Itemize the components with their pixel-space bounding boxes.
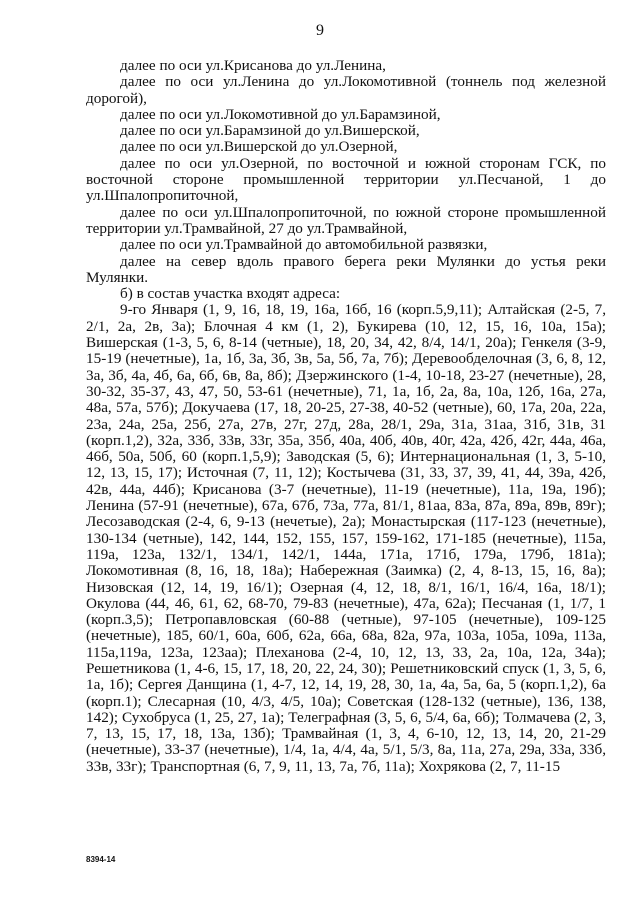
- boundary-paragraph: далее по оси ул.Крисанова до ул.Ленина,: [120, 57, 386, 74]
- boundary-paragraph: далее на север вдоль правого берега реки Мулянки до устья реки Мулянки.: [86, 252, 606, 286]
- document-body: [86, 58, 606, 775]
- boundary-paragraph: далее по оси ул.Ленина до ул.Локомотивной (тоннель под железной дорогой),: [86, 73, 606, 107]
- boundary-paragraph: далее по оси ул.Шпалопропиточной, по южной стороне промышленной территории ул.Трамвайной, 27 до ул.Трамвайной,: [86, 203, 606, 237]
- address-list: 9-го Января (1, 9, 16, 18, 19, 16а, 16б, 16 (корп.5,9,11); Алтайская (2-5, 7, 2/1, 2а, 2в, 3а); Блочная 4 км (1, 2), Букирева (10, 12, 15, 16, 10а, 15а); Вишерская (1-3, 5, 6, 8-14 (четные), 18, 20, 34, 42, 8/4, 14/1, 20а); Генкеля (3-9, 15-19 (нечетные), 1а, 1б, 3а, 3б, 3в, 5а, 5б, 7а, 7б); Деревообделочная (3, 6, 8, 12, 3а, 3б, 4а, 4б, 6а, 6б, 6в, 8а, 8б); Дзержинского (1-4, 10-18, 23-27 (нечетные), 28, 30-32, 35-37, 43, 47, 50, 53-61 (нечетные), 71, 1а, 1б, 2а, 8а, 10а, 12б, 16а, 27а, 48а, 57а, 57б); Докучаева (17, 18, 20-25, 27-38, 40-52 (четные), 60, 17а, 20а, 22а, 23а, 24а, 25а, 25б, 27а, 27в, 27г, 27д, 28а, 28/1, 29а, 31а, 31аа, 31б, 31в, 31 (корп.1,2), 32а, 33б, 33в, 33г, 35а, 35б, 40а, 40б, 40в, 40г, 42а, 42б, 42г, 44а, 46а, 46б, 50а, 50б, 60 (корп.1,5,9); Заводская (5, 6); Интернациональная (1, 3, 5-10, 12, 13, 15, 17); Источная (7, 11, 12); Костычева (31, 33, 37, 39, 41, 44, 39а, 42б, 42в, 44а, 44б); Крисанова (3-7 (нечетные), 11-19 (нечетные), 11а, 19а, 19б); Ленина (57-91 (нечетные), 67а, 67б, 73а, 77а, 81/1, 81аа, 83а, 87а, 89а, 89в, 89г); Лесозаводская (2-4, 6, 9-13 (нечетые), 2а); Монастырская (117-123 (нечетные), 130-134 (четные), 142, 144, 152, 155, 157, 159-162, 171-185 (нечетные), 115а, 119а, 123а, 132/1, 134/1, 142/1, 144а, 171а, 171б, 179а, 179б, 181а); Локомотивная (8, 16, 18, 18а); Набережная (Заимка) (2, 4, 8-13, 15, 16, 8а); Низовская (12, 14, 19, 16/1); Озерная (4, 12, 18, 8/1, 16/1, 16/4, 16а, 18/1); Окулова (44, 46, 61, 62, 68-70, 79-83 (нечетные), 47а, 62а); Песчаная (1, 1/7, 1 (корп.3,5); Петропавловская (60-88 (четные), 97-105 (нечетные), 109-125 (нечетные), 185, 60/1, 60а, 60б, 62а, 66а, 68а, 82а, 97а, 103а, 105а, 109а, 113а, 115а,119а, 123а, 123аа); Плеханова (2-4, 10, 12, 13, 33, 2а, 10а, 12а, 34а); Решетникова (1, 4-6, 15, 17, 18, 20, 22, 24, 30); Решетниковский спуск (1, 3, 5, 6, 1а, 1б); Сергея Данщина (1, 4-7, 12, 14, 19, 28, 30, 1а, 4а, 5а, 6а, 5 (корп.1,2), 6а (корп.1); Слесарная (10, 4/3, 4/5, 10а); Советская (128-132 (четные), 136, 138, 142); Сухобруса (1, 25, 27, 1а); Телеграфная (3, 5, 6, 5/4, 6а, 6б); Толмачева (2, 3, 7, 13, 15, 17, 18, 13а, 13б); Трамвайная (1, 3, 4, 6-10, 12, 13, 14, 20, 21-29 (нечетные), 33-37 (нечетные), 1/4, 1а, 4/4, 4а, 5/1, 5/3, 8а, 11а, 27а, 29а, 33а, 33б, 33в, 33г); Транспортная (6, 7, 9, 11, 13, 7а, 7б, 11а); Хохрякова (2, 7, 11-15: [86, 301, 606, 775]
- boundary-paragraph: далее по оси ул.Озерной, по восточной и южной сторонам ГСК, по восточной стороне промышленной территории ул.Песчаной, 1 до ул.Шпалопропиточной,: [86, 154, 606, 205]
- boundary-paragraph: далее по оси ул.Локомотивной до ул.Барамзиной,: [120, 105, 441, 123]
- boundary-paragraph: далее по оси ул.Трамвайной до автомобильной развязки,: [120, 236, 488, 254]
- boundary-paragraph: далее по оси ул.Барамзиной до ул.Вишерской,: [120, 122, 420, 140]
- footer-document-code: 8394-14: [86, 855, 116, 864]
- section-heading: б) в состав участка входят адреса:: [120, 285, 341, 303]
- page-number: 9: [316, 22, 324, 39]
- boundary-paragraph: далее по оси ул.Вишерской до ул.Озерной,: [120, 138, 398, 156]
